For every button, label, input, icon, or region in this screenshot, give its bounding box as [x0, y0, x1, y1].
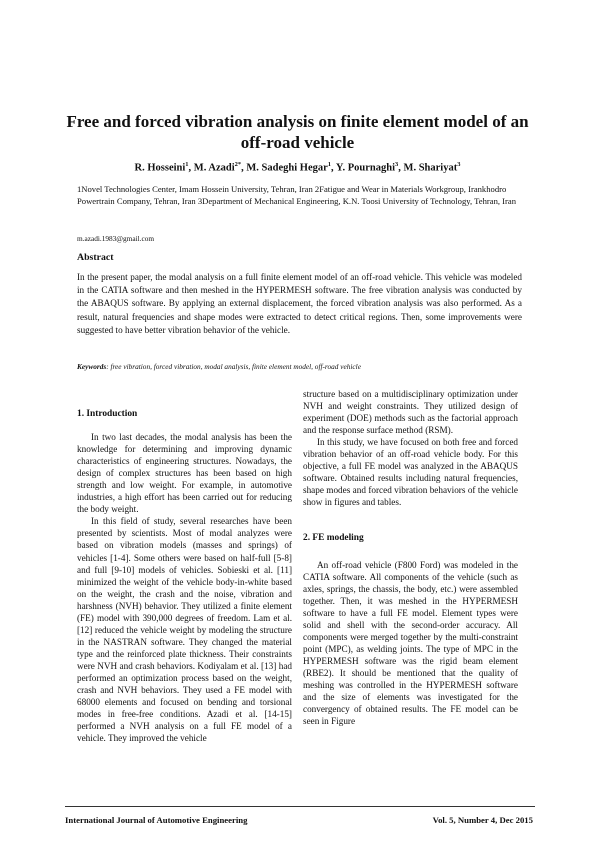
abstract-text: In the present paper, the modal analysis on a full finite element model of an off-road vehicle. This vehicle was modeled in the CATIA software and then meshed in the HYPERMESH software. The free vibration analysis was conducted by the ABAQUS software. By applying an external displacement, the forced vibration analysis was also performed. As a result, natural frequencies and shape modes were extracted to detect critical regions. Then, some improvements were suggested to have better vibration behavior of the vehicle. — [77, 272, 522, 335]
footer-volume: Vol. 5, Number 4, Dec 2015 — [432, 815, 533, 825]
author-affiliation-marker: 1 — [185, 161, 189, 168]
author: Y. Pournaghi — [335, 162, 396, 174]
paper-title: Free and forced vibration analysis on finite element model of an off-road vehicle — [66, 112, 529, 152]
keywords — [77, 362, 522, 371]
section-heading-introduction: 1. Introduction — [77, 409, 138, 419]
paragraph: In this study, we have focused on both free and forced vibration behavior of an off-road vehicle body. For this objective, a full FE model was analyzed in the ABAQUS software. Obtained results including natural frequencies, shape modes and forced vibration behaviors of the vehicle show in figures and tables. — [303, 437, 518, 508]
paragraph: In this field of study, several researches have been presented by scientists. Most of modal analyzes were based on vibration models (masses and springs) of vehicles [1-4]. Some others were based on half-full [5-8] and full [9-10] models of vehicles. Sobieski et al. [11] minimized the weight of the vehicle body-in-white based on the weight, the crash and the noise, vibration and harshness (NVH) behavior. They utilized a finite element (FE) model with 390,000 degrees of freedom. Lam et al. [12] reduced the vehicle weight by modeling the structure in the NASTRAN software. They changed the material type and the reinforced plate thickness. Their constraints were NVH and crash behaviors. Kodiyalam et al. [13] had performed an optimization process based on the weight, crash and NVH behaviors. They used a FE model with 68000 elements and focused on bending and torsional modes in free-free conditions. Azadi et al. [14-15] performed a NVH analysis on a full FE model of a vehicle. They improved the vehicle — [77, 516, 292, 744]
abstract-heading: Abstract — [77, 252, 114, 263]
keywords-list: : free vibration, forced vibration, modal analysis, finite element model, off-road vehicle — [106, 362, 361, 371]
footer-divider — [65, 806, 535, 807]
author-affiliation-marker: 1 — [327, 161, 332, 168]
author: M. Shariyat — [403, 162, 458, 174]
section-heading-fe-modeling: 2. FE modeling — [303, 533, 364, 544]
right-column — [303, 388, 518, 727]
author: R. Hosseini — [134, 162, 186, 174]
paragraph: An off-road vehicle (F800 Ford) was modeled in the CATIA software. All components of the vehicle (such as axles, springs, the chassis, the body, etc.) were assembled together. Then, it was meshed in the HYPERMESH software to have a full FE model. Element types were solid and shell with the second-order accuracy. All components were merged together by the multi-constraint point (MPC), as welding joints. The type of MPC in the HYPERMESH software was the rigid beam element (RBE2). It should be mentioned that the quality of meshing was controlled in the HYPERMESH software and the size of elements was investigated for the convergency of obtained results. The FE model can be seen in Figure — [303, 559, 518, 727]
author-list — [60, 161, 535, 174]
keywords-label: Keywords — [77, 362, 107, 371]
paragraph: structure based on a multidisciplinary optimization under NVH and weight constraints. They utilized design of experiment (DOE) methods such as the factorial approach and the response surface method (RSM). — [303, 389, 518, 436]
affiliations: 1Novel Technologies Center, Imam Hossein University, Tehran, Iran 2Fatigue and Wear in Materials Workgroup, Irankhodro Powertrain Company, Tehran, Iran 3Department of Mechanical Engineering, K.N. Toosi University of Technology, Tehran, Iran — [77, 184, 517, 207]
paragraph: In two last decades, the modal analysis has been the knowledge for determining and improving dynamic characteristics of engineering structures. Nowadays, the design of complex structures has been based on high strength and low weight. For example, in automotive industries, a high effort has been carried out for reducing the body weight. — [77, 432, 292, 515]
author-separator: , — [188, 162, 194, 174]
author-separator: , — [331, 162, 336, 174]
author: M. Sadeghi Hegar — [246, 162, 328, 174]
corresponding-email: m.azadi.1983@gmail.com — [77, 234, 155, 243]
author: M. Azadi — [193, 162, 235, 174]
author-affiliation-marker: 3 — [457, 161, 461, 168]
author-separator: , — [241, 162, 247, 174]
author-affiliation-marker: 3 — [395, 161, 399, 168]
author-separator: , — [398, 162, 404, 174]
left-column — [77, 408, 292, 744]
footer-journal-name: International Journal of Automotive Engineering — [65, 815, 248, 825]
author-affiliation-marker: 2* — [234, 161, 242, 168]
